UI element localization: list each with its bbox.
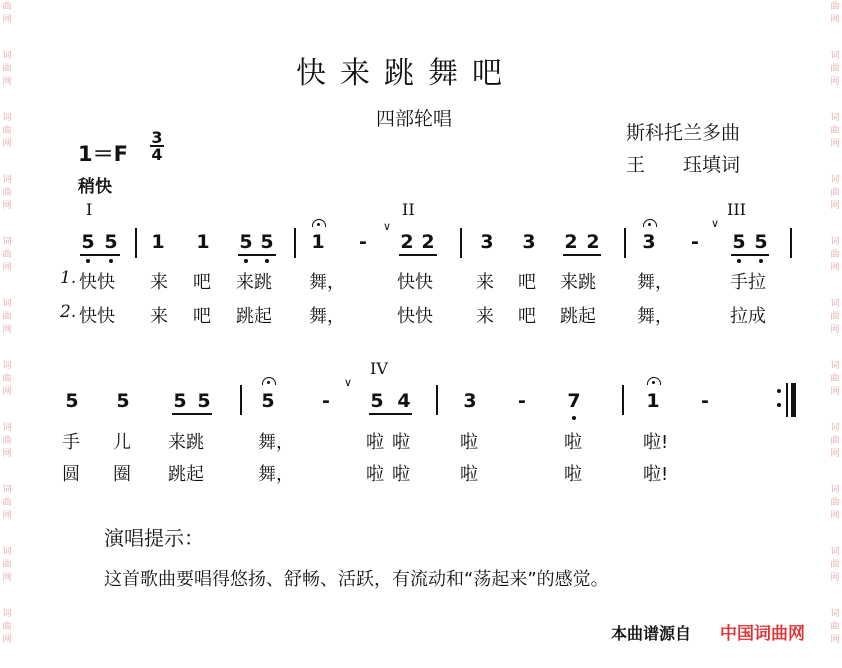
lyric: 快快 [397, 272, 433, 293]
lyric: 舞， [309, 272, 345, 293]
low-octave-dot [737, 259, 741, 263]
watermark-text: 词 曲 网 [830, 609, 840, 645]
lyric: 快快 [79, 272, 115, 293]
note: 5 [65, 390, 79, 412]
tips-text: 这首歌曲要唱得悠扬、舒畅、活跃，有流动和“荡起来”的感觉。 [104, 569, 609, 590]
lyric: 跳起 [236, 306, 272, 327]
note: 1 [311, 231, 325, 253]
watermark-text: 词 曲 网 [2, 485, 12, 521]
note-dash: - [691, 231, 699, 253]
note: 5 [197, 390, 211, 412]
lyric: 跳起 [168, 464, 204, 485]
note: 5 [370, 390, 384, 412]
part-marker-3: III [727, 200, 746, 219]
lyric: 啦! [643, 432, 669, 453]
fermata [312, 219, 326, 227]
note: 2 [421, 231, 435, 253]
low-octave-dot [86, 259, 90, 263]
lyric: 快快 [397, 306, 433, 327]
lyric: 圈 [113, 464, 131, 485]
note: 2 [586, 231, 600, 253]
lyric: 跳起 [560, 306, 596, 327]
note: 2 [564, 231, 578, 253]
lyric: 啦 [392, 432, 410, 453]
lyric: 啦 [564, 432, 582, 453]
watermark-text: 词 曲 网 [830, 237, 840, 273]
lyric: 舞， [258, 432, 294, 453]
repeat-thin-bar [786, 383, 788, 417]
low-octave-dot [572, 416, 576, 420]
eighth-beam [172, 413, 212, 415]
lyric: 啦 [564, 464, 582, 485]
watermark-text: 词 曲 网 [830, 361, 840, 397]
breath-mark: ∨ [711, 217, 720, 230]
lyric: 来跳 [560, 272, 596, 293]
lyric: 手 [62, 432, 80, 453]
watermark-text: 词 曲 网 [830, 299, 840, 335]
eighth-beam [238, 254, 276, 256]
watermark-text: 词 曲 网 [830, 113, 840, 149]
eighth-beam [563, 254, 601, 256]
lyric: 圆 [62, 464, 80, 485]
bar-line [790, 228, 792, 258]
watermark-right [828, 0, 842, 668]
lyric: 来跳 [236, 272, 272, 293]
bar-line [460, 228, 462, 258]
bar-line [622, 385, 624, 415]
source-site-link[interactable]: 中国词曲网 [720, 624, 805, 644]
verse-label: 1. [60, 268, 77, 288]
note-dash: - [322, 390, 330, 412]
lyric: 来 [476, 306, 494, 327]
watermark-text: 词 曲 网 [2, 547, 12, 583]
part-marker-1: I [86, 200, 93, 219]
lyric: 来跳 [168, 432, 204, 453]
low-octave-dot [265, 259, 269, 263]
composer-credit: 斯科托兰多曲 [626, 122, 741, 144]
watermark-text: 词 曲 网 [2, 361, 12, 397]
low-octave-dot [244, 259, 248, 263]
lyric: 儿 [113, 432, 131, 453]
part-marker-2: II [402, 200, 415, 219]
note: 5 [261, 390, 275, 412]
note: 1 [646, 390, 660, 412]
eighth-beam [399, 254, 437, 256]
eighth-beam [80, 254, 120, 256]
watermark-text: 词 曲 网 [830, 51, 840, 87]
lyric: 吧 [518, 306, 536, 327]
lyric: 快快 [79, 306, 115, 327]
note: 7 [567, 390, 581, 412]
note-dash: - [701, 390, 709, 412]
watermark-text: 词 曲 网 [830, 423, 840, 459]
low-octave-dot [109, 259, 113, 263]
eighth-beam [731, 254, 769, 256]
note: 1 [196, 231, 210, 253]
watermark-text: 词 曲 网 [2, 609, 12, 645]
note: 3 [522, 231, 536, 253]
song-subtitle: 四部轮唱 [376, 108, 453, 130]
watermark-text: 词 曲 网 [2, 175, 12, 211]
watermark-text: 词 曲 网 [2, 51, 12, 87]
note: 1 [151, 231, 165, 253]
note: 2 [400, 231, 414, 253]
lyric: 拉成 [730, 306, 766, 327]
repeat-dot [777, 403, 781, 407]
lyric: 啦 [392, 464, 410, 485]
key-signature: 1＝F [78, 142, 128, 166]
note: 5 [81, 231, 95, 253]
repeat-thick-bar [791, 383, 796, 417]
lyric: 啦 [460, 464, 478, 485]
lyric: 啦 [460, 432, 478, 453]
watermark-text: 曲 网 [830, 2, 840, 25]
song-title: 快来跳舞吧 [296, 56, 516, 91]
lyric: 吧 [193, 306, 211, 327]
time-numerator: 3 [151, 128, 163, 147]
lyric: 来 [150, 306, 168, 327]
note: 4 [397, 390, 411, 412]
lyric: 啦 [366, 432, 384, 453]
part-marker-4: IV [370, 359, 388, 378]
note: 5 [239, 231, 253, 253]
lyric: 吧 [193, 272, 211, 293]
note: 5 [116, 390, 130, 412]
watermark-text: 词 曲 网 [830, 485, 840, 521]
fermata [643, 219, 657, 227]
lyricist-credit: 王 珏填词 [626, 154, 741, 176]
fermata [647, 377, 661, 385]
lyric: 舞， [637, 272, 673, 293]
time-signature [150, 130, 164, 162]
breath-mark: ∨ [383, 220, 392, 233]
lyric: 啦 [366, 464, 384, 485]
note: 3 [463, 390, 477, 412]
note: 5 [173, 390, 187, 412]
lyric: 舞， [258, 464, 294, 485]
lyric: 啦! [643, 464, 669, 485]
watermark-text: 词 曲 网 [2, 423, 12, 459]
repeat-dot [777, 389, 781, 393]
eighth-beam [369, 413, 412, 415]
bar-line [624, 228, 626, 258]
watermark-left [0, 0, 14, 668]
tempo-marking: 稍快 [78, 177, 112, 197]
lyric: 吧 [518, 272, 536, 293]
watermark-text: 词 曲 网 [2, 237, 12, 273]
lyric: 舞， [637, 306, 673, 327]
note: 5 [754, 231, 768, 253]
note-dash: - [518, 390, 526, 412]
watermark-text: 词 曲 网 [2, 299, 12, 335]
bar-line [240, 385, 242, 415]
lyric: 舞， [309, 306, 345, 327]
lyric: 来 [476, 272, 494, 293]
fermata [262, 377, 276, 385]
watermark-text: 词 曲 网 [830, 547, 840, 583]
watermark-text: 词 曲 网 [830, 175, 840, 211]
bar-line [135, 228, 137, 258]
note: 5 [104, 231, 118, 253]
note: 3 [642, 231, 656, 253]
note: 3 [480, 231, 494, 253]
bar-line [436, 385, 438, 415]
time-denominator: 4 [151, 145, 163, 164]
note: 5 [260, 231, 274, 253]
breath-mark: ∨ [344, 376, 353, 389]
source-label: 本曲谱源自 [611, 624, 692, 643]
note-dash: - [359, 231, 367, 253]
bar-line [294, 228, 296, 258]
verse-label: 2. [60, 302, 77, 322]
lyric: 来 [150, 272, 168, 293]
lyric: 手拉 [730, 272, 766, 293]
low-octave-dot [759, 259, 763, 263]
watermark-text: 词 曲 网 [2, 113, 12, 149]
tips-heading: 演唱提示： [104, 526, 204, 550]
note: 5 [732, 231, 746, 253]
watermark-text: 曲 网 [2, 2, 12, 25]
